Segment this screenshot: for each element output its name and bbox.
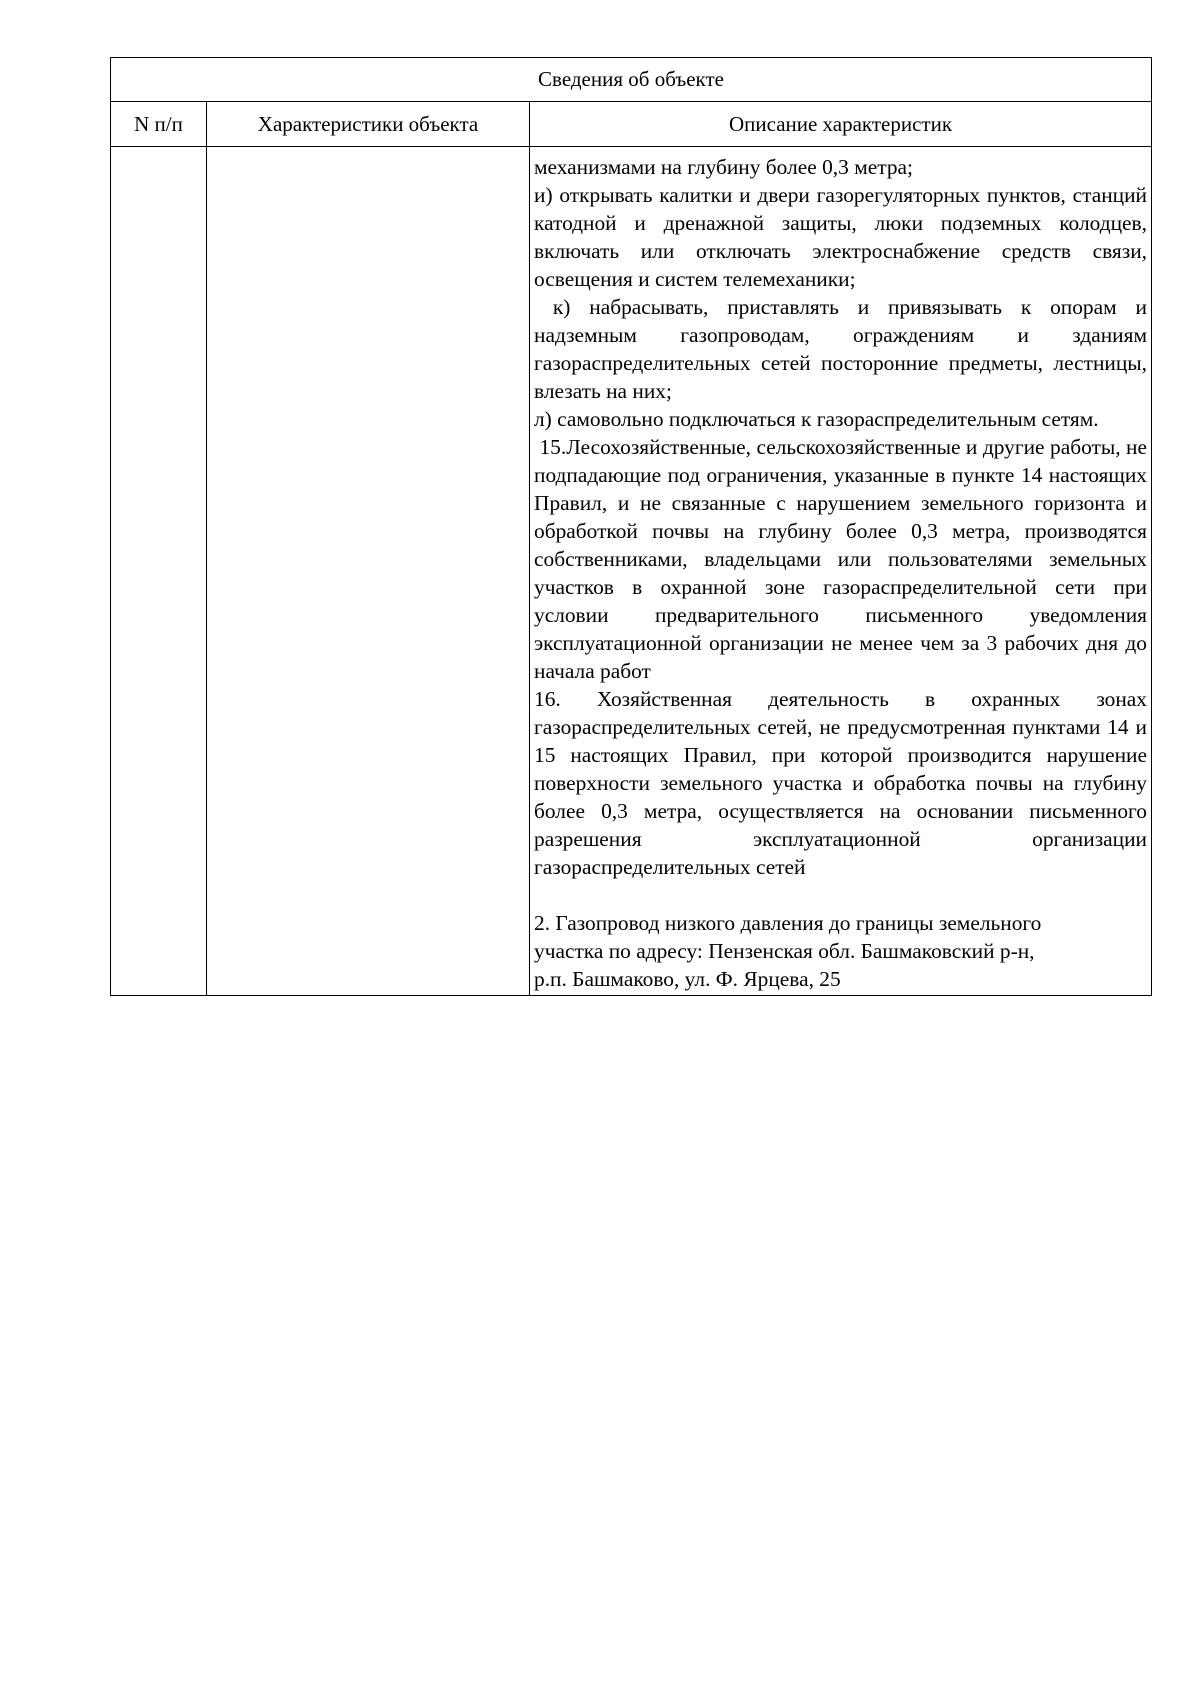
description-paragraph: и) открывать калитки и двери газорегуляторных пунктов, станций катодной и дренажной защиты, люки подземных колодцев, включать или отключать электроснабжение средств связи, освещения и систем телемеханики; — [534, 183, 1153, 291]
table-row — [111, 147, 1152, 996]
cell-characteristics — [207, 147, 530, 996]
header-description: Описание характеристик — [530, 102, 1152, 147]
header-characteristics: Характеристики объекта — [207, 102, 530, 147]
description-paragraph: 15.Лесохозяйственные, сельскохозяйственные и другие работы, не подпадающие под ограничения, указанные в пункте 14 настоящих Правил, и не связанные с нарушением земельного горизонта и обработкой почвы на глубину более 0,3 метра, производятся собственниками, владельцами или пользователями земельных участков в охранной зоне газораспределительной сети при условии предварительного письменного уведомления эксплуатационной организации не менее чем за 3 рабочих дня до начала работ — [534, 435, 1153, 683]
header-num: N п/п — [111, 102, 207, 147]
object-info-table — [110, 57, 1152, 996]
paragraph-spacer — [534, 881, 1147, 909]
address-line: р.п. Башмаково, ул. Ф. Ярцева, 25 — [534, 967, 841, 991]
description-paragraph: л) самовольно подключаться к газораспределительным сетям. — [534, 407, 1099, 431]
description-paragraph: механизмами на глубину более 0,3 метра; — [534, 155, 913, 179]
description-paragraph: к) набрасывать, приставлять и привязывать к опорам и надземным газопроводам, ограждениям и зданиям газораспределительных сетей посторонние предметы, лестницы, влезать на них; — [534, 295, 1153, 403]
table-title: Сведения об объекте — [111, 58, 1152, 102]
address-line: участка по адресу: Пензенская обл. Башмаковский р-н, — [534, 939, 1035, 963]
cell-description — [530, 147, 1152, 996]
description-paragraph: 16. Хозяйственная деятельность в охранных зонах газораспределительных сетей, не предусмотренная пунктами 14 и 15 настоящих Правил, при которой производится нарушение поверхности земельного участка и обработка почвы на глубину более 0,3 метра, осуществляется на основании письменного разрешения эксплуатационной организации газораспределительных сетей — [534, 687, 1153, 879]
address-line: 2. Газопровод низкого давления до границы земельного — [534, 911, 1042, 935]
cell-num — [111, 147, 207, 996]
